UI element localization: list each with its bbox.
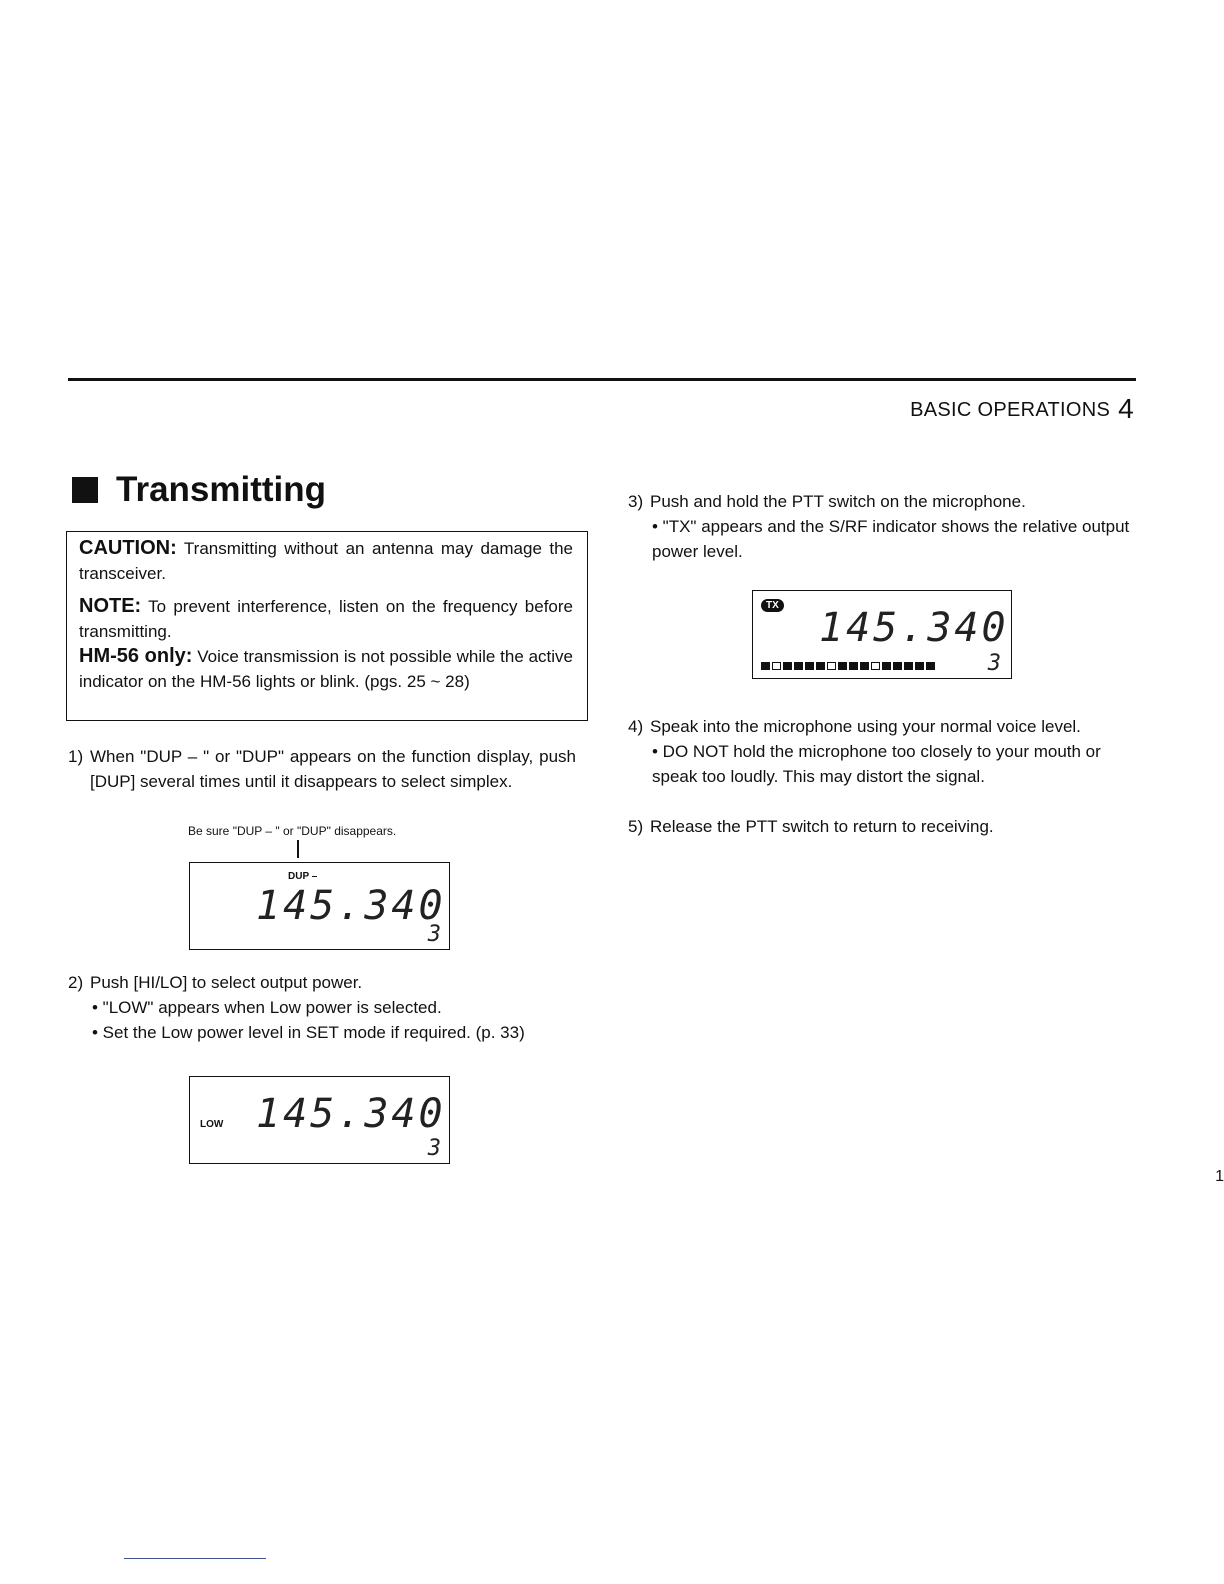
note-paragraph [79, 594, 573, 644]
step-number: 4) [628, 717, 644, 736]
step-number: 1) [68, 747, 84, 766]
running-header [910, 393, 1134, 425]
section-title [72, 470, 326, 510]
step-text: When "DUP – " or "DUP" appears on the function display, push [DUP] several times until it disappears to select simplex. [90, 747, 576, 791]
step-5 [628, 814, 1136, 839]
header-section-label: BASIC OPERATIONS [910, 399, 1111, 421]
frequency-readout: 145.340 [256, 1091, 446, 1137]
step-4 [628, 714, 1136, 789]
hm56-label: HM-56 only: [79, 645, 193, 667]
step-1 [68, 744, 576, 794]
note-text: To prevent interference, listen on the frequency before transmitting. [79, 597, 573, 641]
caution-text: Transmitting without an antenna may damage the transceiver. [79, 539, 573, 583]
step-text: Push and hold the PTT switch on the microphone. [650, 492, 1026, 511]
dup-indicator: DUP – [288, 871, 318, 882]
tx-indicator: TX [761, 599, 784, 612]
chapter-number: 4 [1118, 393, 1134, 424]
memory-channel: 3 [987, 651, 1001, 676]
step-3 [628, 489, 1136, 564]
step-bullet: • Set the Low power level in SET mode if required. (p. 33) [92, 1023, 525, 1042]
lcd-display-tx [752, 590, 1012, 679]
step-number: 2) [68, 973, 84, 992]
s-rf-meter [761, 662, 935, 670]
step-number: 5) [628, 817, 644, 836]
section-title-text: Transmitting [116, 470, 327, 509]
step-text: Speak into the microphone using your normal voice level. [650, 717, 1081, 736]
square-bullet-icon [72, 477, 98, 503]
memory-channel: 3 [427, 1136, 441, 1161]
step-bullet: • "LOW" appears when Low power is selected. [92, 998, 442, 1017]
lcd-display-low [189, 1076, 450, 1164]
step-text: Push [HI/LO] to select output power. [90, 973, 363, 992]
note-label: NOTE: [79, 595, 142, 617]
hm56-paragraph [79, 644, 573, 694]
page-number: 1 [1215, 1168, 1224, 1185]
memory-channel: 3 [427, 922, 441, 947]
hm56-text: Voice transmission is not possible while the active indicator on the HM-56 lights or blink. (pgs. 25 ~ 28) [79, 647, 573, 691]
step-bullet: • DO NOT hold the microphone too closely to your mouth or speak too loudly. This may distort the signal. [652, 742, 1101, 786]
header-rule [68, 378, 1136, 381]
step-2 [68, 970, 576, 1045]
step-text: Release the PTT switch to return to receiving. [650, 817, 994, 836]
down-arrow-icon [297, 840, 299, 858]
caution-box [66, 531, 588, 721]
step-bullet: • "TX" appears and the S/RF indicator shows the relative output power level. [652, 517, 1130, 561]
display-caption: Be sure "DUP – " or "DUP" disappears. [188, 824, 397, 838]
frequency-readout: 145.340 [819, 605, 1009, 651]
caution-paragraph [79, 536, 573, 586]
low-indicator: LOW [200, 1119, 224, 1130]
lcd-display-dup [189, 862, 450, 950]
frequency-readout: 145.340 [256, 883, 446, 929]
footer-rule [124, 1558, 266, 1559]
step-number: 3) [628, 492, 644, 511]
caution-label: CAUTION: [79, 537, 177, 559]
